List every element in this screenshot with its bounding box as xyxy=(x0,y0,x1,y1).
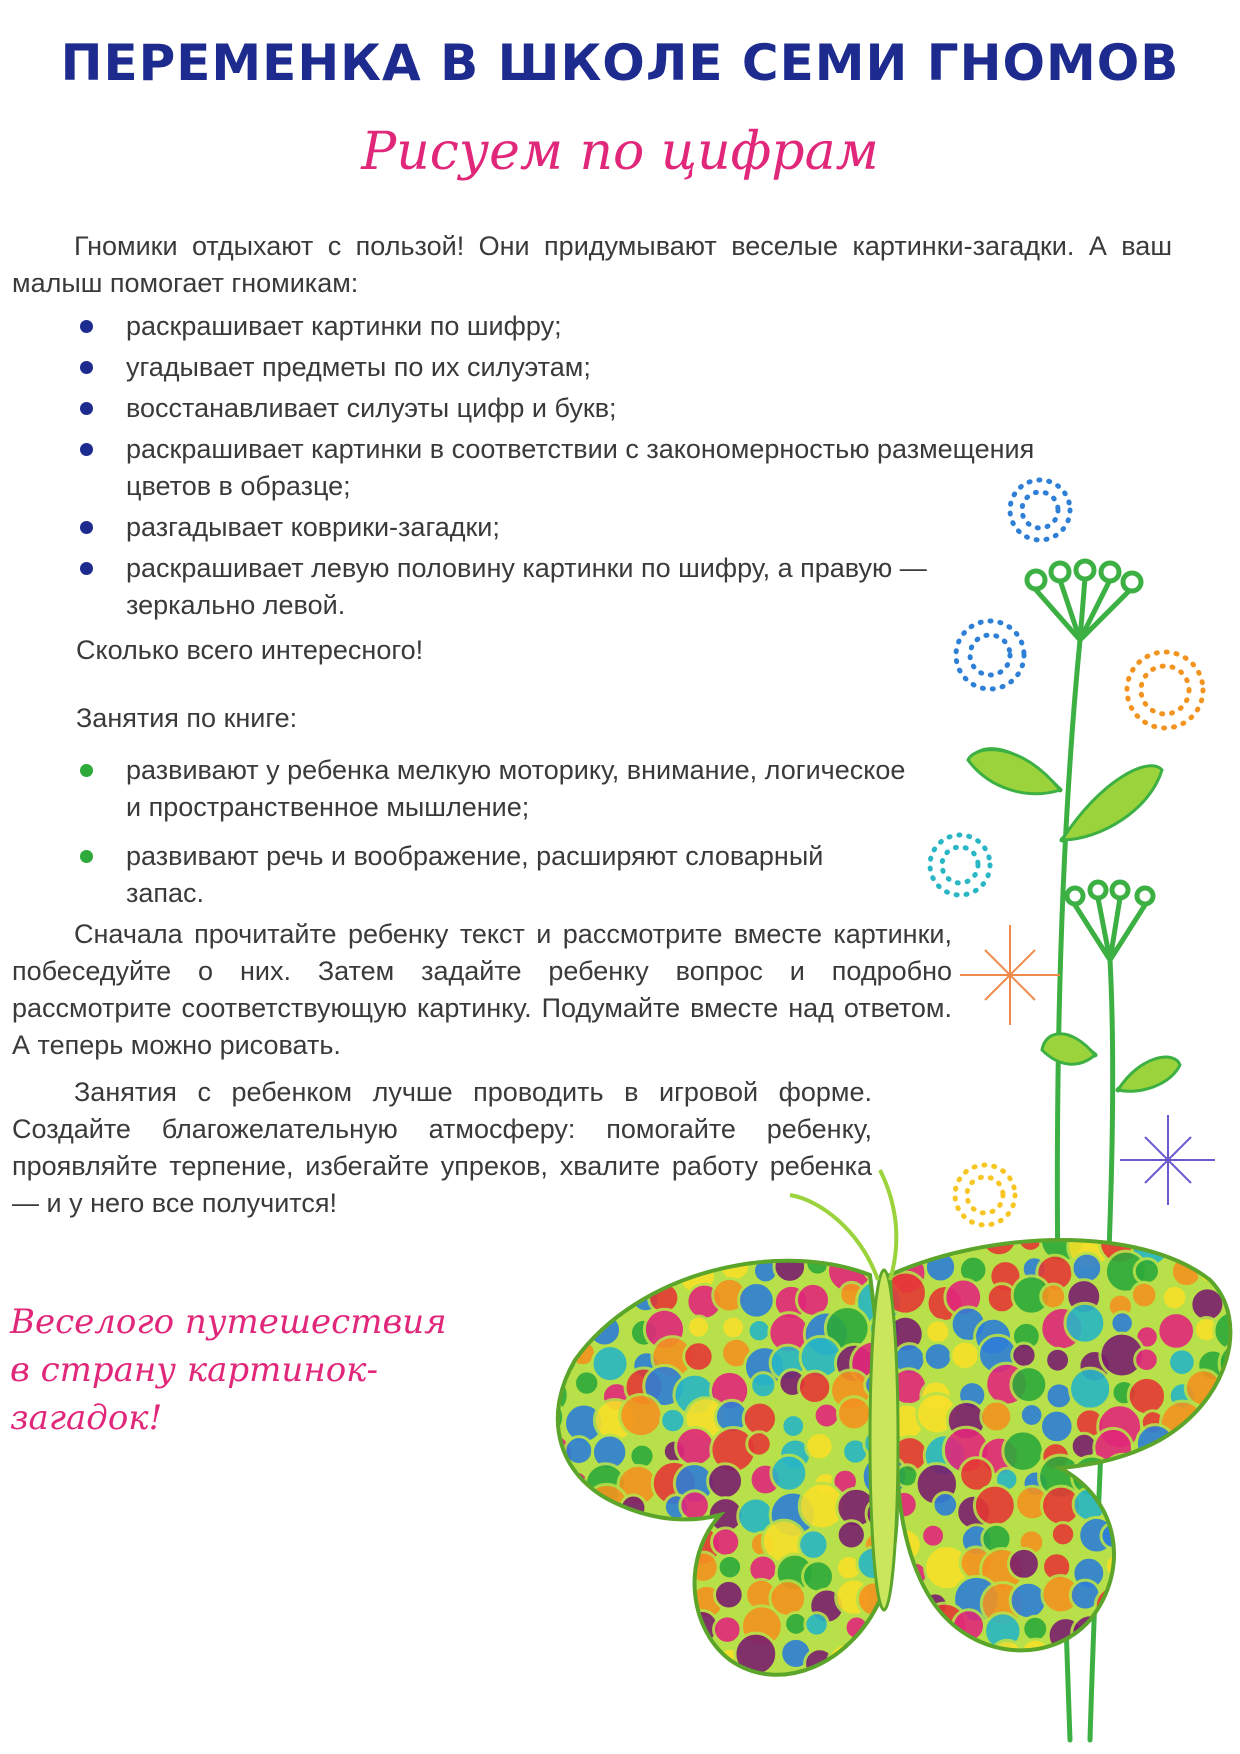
mosaic-cell xyxy=(751,1373,776,1398)
advice-paragraph-2: Занятия с ребенком лучше проводить в игровой форме. Создайте благожелательную атмосферу: помогайте ребенку, проявляйте терпение, избегайте упреков, хвалите работу ребенка — и у него все получится! xyxy=(12,1077,872,1218)
mosaic-cell xyxy=(862,1680,890,1708)
mosaic-cell xyxy=(1072,1253,1102,1283)
mosaic-cell xyxy=(1219,1499,1240,1529)
mosaic-cell xyxy=(571,1644,596,1669)
mosaic-cell xyxy=(1013,1198,1046,1231)
mosaic-cell xyxy=(1143,1645,1168,1670)
mosaic-cell xyxy=(1131,1282,1157,1308)
mosaic-cell xyxy=(535,1336,578,1379)
mosaic-cell xyxy=(1192,1218,1232,1258)
mosaic-cell xyxy=(837,1521,865,1549)
mosaic-cell xyxy=(1065,1303,1105,1343)
mosaic-cell xyxy=(628,1231,656,1259)
mosaic-cell xyxy=(962,1683,988,1709)
mosaic-cell xyxy=(769,1200,802,1233)
flower-buds xyxy=(1027,561,1153,904)
mosaic-cell xyxy=(919,1641,958,1680)
mosaic-cell xyxy=(1023,1616,1048,1641)
mosaic-cell xyxy=(1231,1376,1240,1405)
mosaic-cell xyxy=(712,1528,740,1556)
mosaic-cell xyxy=(546,1564,568,1586)
mosaic-cell xyxy=(740,1224,768,1252)
series-title: ПЕРЕМЕНКА В ШКОЛЕ СЕМИ ГНОМОВ xyxy=(60,34,1180,92)
mosaic-cell xyxy=(527,1252,560,1285)
mosaic-cell xyxy=(1196,1441,1224,1469)
mosaic-cell xyxy=(1162,1285,1186,1309)
list-item: восстанавливает силуэты цифр и букв; xyxy=(80,390,1060,427)
mosaic-cell xyxy=(918,1190,951,1223)
mosaic-cell xyxy=(590,1583,625,1618)
mosaic-cell xyxy=(1232,1645,1240,1669)
mosaic-cell xyxy=(626,1672,666,1712)
butterfly-body xyxy=(870,1270,898,1610)
mosaic-cell xyxy=(922,1233,946,1257)
mosaic-cell xyxy=(981,1401,1012,1432)
mosaic-cell xyxy=(544,1462,567,1485)
mosaic-cell xyxy=(774,1251,806,1283)
butterfly-antenna xyxy=(880,1170,896,1280)
mosaic-cell xyxy=(650,1519,694,1563)
mosaic-cell xyxy=(806,1433,833,1460)
intro-paragraph: Гномики отдыхают с пользой! Они придумывают веселые картинки-загадки. А ваш малыш помогает гномикам: xyxy=(12,231,1172,298)
mosaic-cell xyxy=(1218,1218,1240,1261)
mosaic-cell xyxy=(1135,1348,1159,1372)
mosaic-cell xyxy=(708,1464,743,1499)
mosaic-cell xyxy=(1070,1368,1111,1409)
mosaic-cell xyxy=(1105,1553,1130,1578)
mosaic-cell xyxy=(771,1671,813,1713)
mosaic-cell xyxy=(553,1222,597,1266)
mosaic-cell xyxy=(575,1371,599,1395)
mosaic-cell xyxy=(722,1316,745,1339)
mosaic-cell xyxy=(539,1286,563,1310)
mosaic-cell xyxy=(718,1555,742,1579)
mosaic-cell xyxy=(539,1612,564,1637)
mosaic-cell xyxy=(618,1632,662,1676)
leaves xyxy=(968,750,1180,1092)
mosaic-cell xyxy=(558,1286,598,1326)
mosaic-cell xyxy=(591,1638,631,1678)
mosaic-cell xyxy=(1021,1639,1050,1668)
list-item: разгадывает коврики-загадки; xyxy=(80,509,1060,546)
mosaic-cell xyxy=(1169,1550,1199,1580)
mosaic-cell xyxy=(1196,1205,1218,1227)
mosaic-cell xyxy=(828,1643,869,1684)
mosaic-cell xyxy=(1008,1548,1039,1579)
list-item: раскрашивает картинки в соответствии с закономерностью размещения цветов в образце; xyxy=(80,431,1060,505)
mosaic-cell xyxy=(655,1582,696,1623)
mosaic-cell xyxy=(591,1256,621,1286)
mosaic-cell xyxy=(1165,1521,1209,1565)
mosaic-cell xyxy=(836,1196,860,1220)
mosaic-cell xyxy=(531,1227,567,1263)
mosaic-cell xyxy=(739,1282,775,1318)
mosaic-cell xyxy=(658,1681,683,1706)
mosaic-cell xyxy=(1183,1644,1228,1689)
mosaic-cell xyxy=(1225,1674,1240,1712)
mosaic-cell xyxy=(771,1455,807,1491)
mosaic-cell xyxy=(684,1342,713,1371)
mosaic-butterfly xyxy=(526,1170,1240,1718)
mosaic-cell xyxy=(933,1493,958,1518)
mosaic-cell xyxy=(1143,1679,1170,1706)
mosaic-cell xyxy=(534,1516,573,1555)
mosaic-cell xyxy=(1231,1555,1240,1581)
mosaic-cell xyxy=(883,1633,925,1675)
mosaic-cell xyxy=(1040,1410,1073,1443)
mosaic-cell xyxy=(532,1675,559,1702)
mosaic-cell xyxy=(535,1583,566,1614)
mosaic-cell xyxy=(867,1642,903,1678)
mosaic-cell xyxy=(1051,1522,1074,1545)
mosaic-cell xyxy=(1195,1677,1220,1702)
mosaic-cell xyxy=(1134,1483,1175,1524)
mosaic-cell xyxy=(626,1603,667,1644)
mosaic-cell xyxy=(1163,1489,1206,1532)
mosaic-cell xyxy=(1134,1552,1171,1589)
mosaic-cell xyxy=(561,1677,592,1708)
mosaic-cell xyxy=(702,1187,747,1232)
mosaic-cell xyxy=(1193,1465,1224,1496)
mosaic-cell xyxy=(676,1427,715,1466)
mosaic-cell xyxy=(537,1198,562,1223)
advice-paragraph-1: Сначала прочитайте ребенку текст и рассмотрите вместе картинки, побеседуйте о них. Затем задайте ребенку вопрос и подробно рассмотрите соответствующую картинку. Подумайте вместе над ответом. А теперь можно рисовать. xyxy=(12,919,952,1060)
mosaic-cell xyxy=(625,1187,659,1221)
mosaic-cell xyxy=(708,1664,747,1703)
mosaic-cell xyxy=(529,1306,570,1347)
list-item: развивают речь и воображение, расширяют словарный запас. xyxy=(80,838,826,912)
mosaic-cell xyxy=(1157,1189,1195,1227)
mosaic-cell xyxy=(573,1532,596,1555)
mosaic-cell xyxy=(803,1561,834,1592)
mosaic-cell xyxy=(1227,1256,1240,1291)
mosaic-cell xyxy=(988,1665,1025,1702)
mosaic-cell xyxy=(747,1432,771,1456)
mosaic-cell xyxy=(782,1415,805,1438)
mosaic-cell xyxy=(1167,1428,1206,1467)
mosaic-cell xyxy=(799,1371,831,1403)
mosaic-cell xyxy=(582,1668,626,1712)
mosaic-cell xyxy=(714,1616,742,1644)
mosaic-cell xyxy=(834,1683,860,1709)
mosaic-cell xyxy=(914,1667,955,1708)
mosaic-cell xyxy=(1230,1287,1240,1318)
mosaic-cell xyxy=(635,1259,658,1282)
mosaic-cell xyxy=(568,1614,602,1648)
mosaic-cell xyxy=(896,1668,929,1701)
mosaic-cell xyxy=(646,1557,685,1596)
mosaic-cell xyxy=(1188,1548,1230,1590)
mosaic-cell xyxy=(1223,1405,1240,1432)
mosaic-cell xyxy=(555,1545,596,1586)
mosaic-cell xyxy=(982,1221,1017,1256)
mosaic-cell xyxy=(806,1218,838,1250)
mosaic-cell xyxy=(944,1190,982,1228)
mosaic-cell xyxy=(593,1614,624,1645)
mosaic-cell xyxy=(1156,1211,1201,1256)
mosaic-cell xyxy=(1214,1311,1240,1350)
mosaic-cell xyxy=(1003,1431,1043,1471)
mosaic-cell xyxy=(1158,1313,1195,1350)
mosaic-cell xyxy=(1109,1654,1134,1679)
mosaic-cell xyxy=(922,1524,945,1547)
mosaic-cell xyxy=(1110,1495,1144,1529)
mosaic-cell xyxy=(1194,1622,1217,1645)
mosaic-cell xyxy=(1065,1192,1108,1235)
mosaic-cell xyxy=(688,1552,718,1582)
mosaic-cell xyxy=(1042,1678,1070,1706)
mosaic-cell xyxy=(926,1320,950,1344)
mosaic-cell xyxy=(991,1640,1023,1672)
mosaic-cell xyxy=(584,1216,623,1255)
mosaic-cell xyxy=(924,1343,952,1371)
mosaic-cell xyxy=(1183,1519,1225,1561)
mosaic-cell xyxy=(537,1490,563,1516)
mosaic-cell xyxy=(864,1228,894,1258)
mosaic-cell xyxy=(1228,1593,1240,1619)
activities-heading: Занятия по книге: xyxy=(76,703,298,733)
mosaic-cell xyxy=(1153,1665,1195,1707)
mosaic-cell xyxy=(899,1228,927,1256)
mosaic-cell xyxy=(561,1585,587,1611)
mosaic-cell xyxy=(582,1544,626,1588)
mosaic-cell xyxy=(628,1524,665,1561)
mosaic-cell xyxy=(597,1194,626,1223)
mosaic-cell xyxy=(1164,1454,1208,1498)
mosaic-cell xyxy=(748,1319,770,1341)
mosaic-cell xyxy=(781,1222,807,1248)
mosaic-cell xyxy=(1229,1197,1240,1221)
list-item: угадывает предметы по их силуэтам; xyxy=(80,349,1060,386)
mosaic-cell xyxy=(814,1403,839,1428)
mosaic-cell xyxy=(686,1679,715,1708)
mosaic-cell xyxy=(1224,1427,1240,1472)
mosaic-cell xyxy=(1124,1604,1167,1647)
mosaic-cell xyxy=(974,1485,1015,1526)
mosaic-cell xyxy=(1108,1677,1145,1714)
list-item: развивают у ребенка мелкую моторику, внимание, логическое и пространственное мышление; xyxy=(80,752,920,826)
mosaic-cell xyxy=(1046,1348,1070,1372)
mosaic-cell xyxy=(1189,1492,1230,1533)
mosaic-cell xyxy=(1191,1591,1216,1616)
mosaic-cell xyxy=(1110,1619,1138,1647)
mosaic-cell xyxy=(990,1191,1023,1224)
mosaic-cell xyxy=(1124,1458,1165,1499)
mosaic-cell xyxy=(951,1341,980,1370)
mosaic-cell xyxy=(535,1639,572,1676)
mosaic-cell xyxy=(1138,1581,1164,1607)
mosaic-cell xyxy=(648,1609,682,1643)
mosaic-cell xyxy=(716,1219,745,1248)
mosaic-cell xyxy=(887,1609,932,1654)
mosaic-cell xyxy=(1134,1259,1159,1284)
mosaic-cell xyxy=(1162,1614,1203,1655)
mosaic-cell xyxy=(1123,1515,1167,1559)
mosaic-cell xyxy=(1233,1622,1240,1645)
mosaic-cell xyxy=(653,1651,679,1677)
mosaic-cell xyxy=(673,1181,718,1226)
mosaic-cell xyxy=(1048,1652,1077,1681)
mosaic-cell xyxy=(675,1642,712,1679)
mosaic-cell xyxy=(805,1613,828,1636)
mosaic-cell xyxy=(592,1524,617,1549)
mosaic-cell xyxy=(1041,1284,1066,1309)
mosaic-cell xyxy=(1111,1312,1133,1334)
interest-line: Сколько всего интересного! xyxy=(76,635,424,665)
list-item: раскрашивает картинки по шифру; xyxy=(80,308,1060,345)
mosaic-cell xyxy=(1018,1678,1049,1709)
page-subtitle: Рисуем по цифрам xyxy=(361,122,879,182)
mosaic-cell xyxy=(1010,1582,1046,1618)
mosaic-cell xyxy=(624,1548,658,1582)
closing-wish: Веселого путешествия в страну картинок-загадок! xyxy=(10,1302,447,1438)
mosaic-cell xyxy=(1136,1188,1166,1218)
mosaic-cell xyxy=(688,1316,710,1338)
mosaic-cell xyxy=(661,1408,685,1432)
mosaic-cell xyxy=(1169,1349,1196,1376)
mosaic-cell xyxy=(620,1394,662,1436)
mosaic-cell xyxy=(623,1583,648,1608)
mosaic-cell xyxy=(1215,1525,1240,1563)
mosaic-cell xyxy=(655,1187,690,1222)
mosaic-cell xyxy=(740,1192,778,1230)
mosaic-cell xyxy=(1164,1576,1199,1611)
mosaic-cell xyxy=(741,1676,783,1718)
mosaic-cell xyxy=(653,1222,677,1246)
mosaic-cell xyxy=(1162,1647,1194,1679)
mosaic-cell xyxy=(567,1198,591,1222)
mosaic-cell xyxy=(837,1397,870,1430)
mosaic-cell xyxy=(860,1199,893,1232)
list-item: раскрашивает левую половину картинки по шифру, а правую — зеркально левой. xyxy=(80,550,946,624)
mosaic-cell xyxy=(715,1580,744,1609)
mosaic-cell xyxy=(954,1226,977,1249)
mosaic-cell xyxy=(960,1650,982,1672)
mosaic-cell xyxy=(1218,1453,1240,1496)
mosaic-cell xyxy=(563,1246,601,1284)
mosaic-cell xyxy=(563,1495,599,1531)
mosaic-cell xyxy=(679,1224,721,1266)
mosaic-cell xyxy=(1011,1367,1047,1403)
